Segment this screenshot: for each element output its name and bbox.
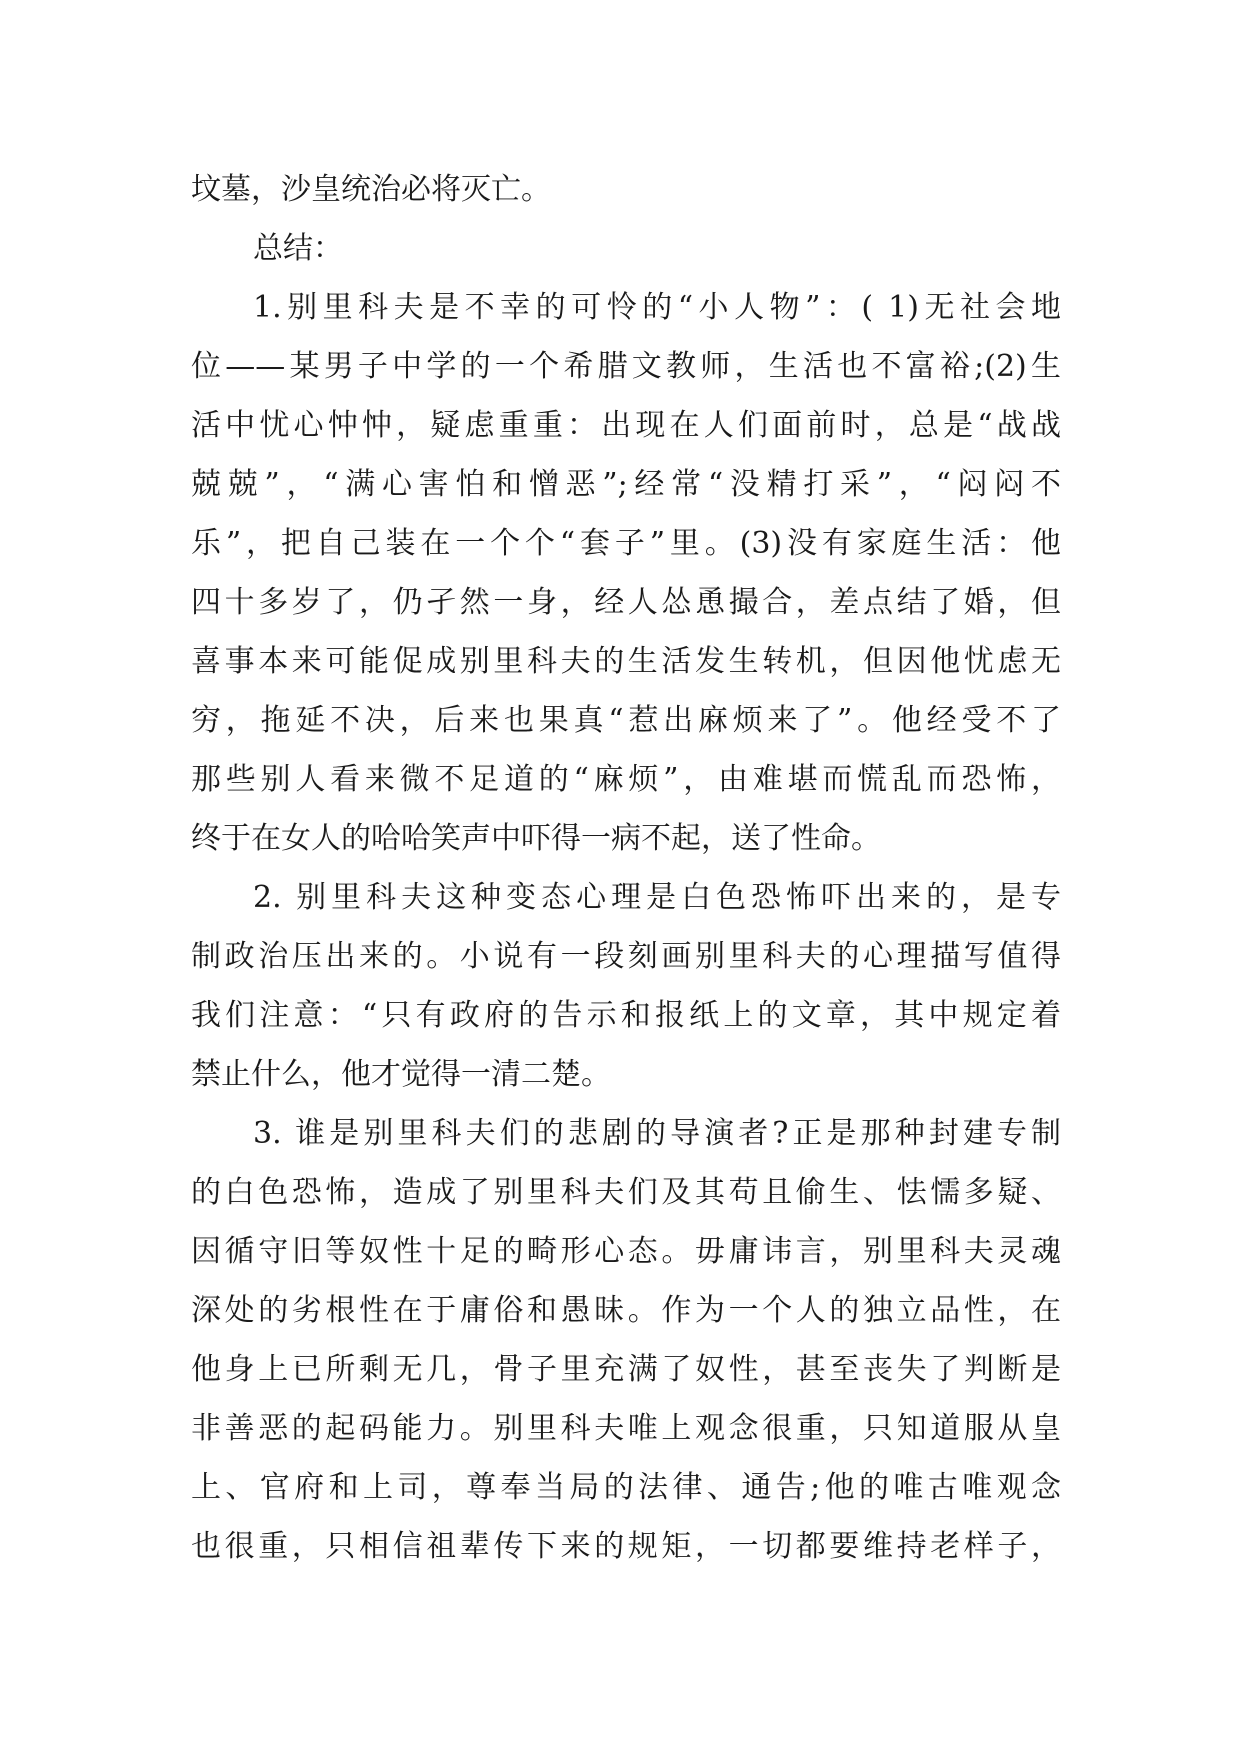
text-line: 我们注意：“只有政府的告示和报纸上的文章，其中规定着 (191, 998, 1061, 1033)
text-line: 的白色恐怖，造成了别里科夫们及其苟且偷生、怯懦多疑、 (191, 1175, 1061, 1210)
text-line: 上、官府和上司，尊奉当局的法律、通告;他的唯古唯观念 (191, 1470, 1061, 1505)
text-line: 兢兢”，“满心害怕和憎恶”;经常“没精打采”，“闷闷不 (191, 467, 1061, 502)
text-line: 四十多岁了，仍孑然一身，经人怂恿撮合，差点结了婚，但 (191, 585, 1061, 620)
text-line: 穷，拖延不决，后来也果真“惹出麻烦来了”。他经受不了 (191, 703, 1061, 738)
text-line: 3. 谁是别里科夫们的悲剧的导演者?正是那种封建专制 (253, 1116, 1061, 1151)
text-line: 坟墓，沙皇统治必将灭亡。 (191, 172, 551, 207)
text-line: 1.别里科夫是不幸的可怜的“小人物”：( 1)无社会地 (253, 290, 1061, 325)
text-line: 也很重，只相信祖辈传下来的规矩，一切都要维持老样子， (191, 1529, 1061, 1564)
text-line: 总结： (253, 231, 343, 266)
text-line: 他身上已所剩无几，骨子里充满了奴性，甚至丧失了判断是 (191, 1352, 1061, 1387)
text-line: 制政治压出来的。小说有一段刻画别里科夫的心理描写值得 (191, 939, 1061, 974)
text-line: 那些别人看来微不足道的“麻烦”，由难堪而慌乱而恐怖， (191, 762, 1061, 797)
text-line: 禁止什么，他才觉得一清二楚。 (191, 1057, 611, 1092)
text-line: 位——某男子中学的一个希腊文教师，生活也不富裕;(2)生 (191, 349, 1061, 384)
text-line: 因循守旧等奴性十足的畸形心态。毋庸讳言，别里科夫灵魂 (191, 1234, 1061, 1269)
text-line: 活中忧心忡忡，疑虑重重：出现在人们面前时，总是“战战 (191, 408, 1061, 443)
body-text (191, 160, 1061, 1576)
text-line: 深处的劣根性在于庸俗和愚昧。作为一个人的独立品性，在 (191, 1293, 1061, 1328)
text-line: 乐”，把自己装在一个个“套子”里。(3)没有家庭生活：他 (191, 526, 1061, 561)
text-line: 非善恶的起码能力。别里科夫唯上观念很重，只知道服从皇 (191, 1411, 1061, 1446)
text-line: 终于在女人的哈哈笑声中吓得一病不起，送了性命。 (191, 821, 881, 856)
text-line: 喜事本来可能促成别里科夫的生活发生转机，但因他忧虑无 (191, 644, 1061, 679)
text-line: 2. 别里科夫这种变态心理是白色恐怖吓出来的，是专 (253, 880, 1061, 915)
